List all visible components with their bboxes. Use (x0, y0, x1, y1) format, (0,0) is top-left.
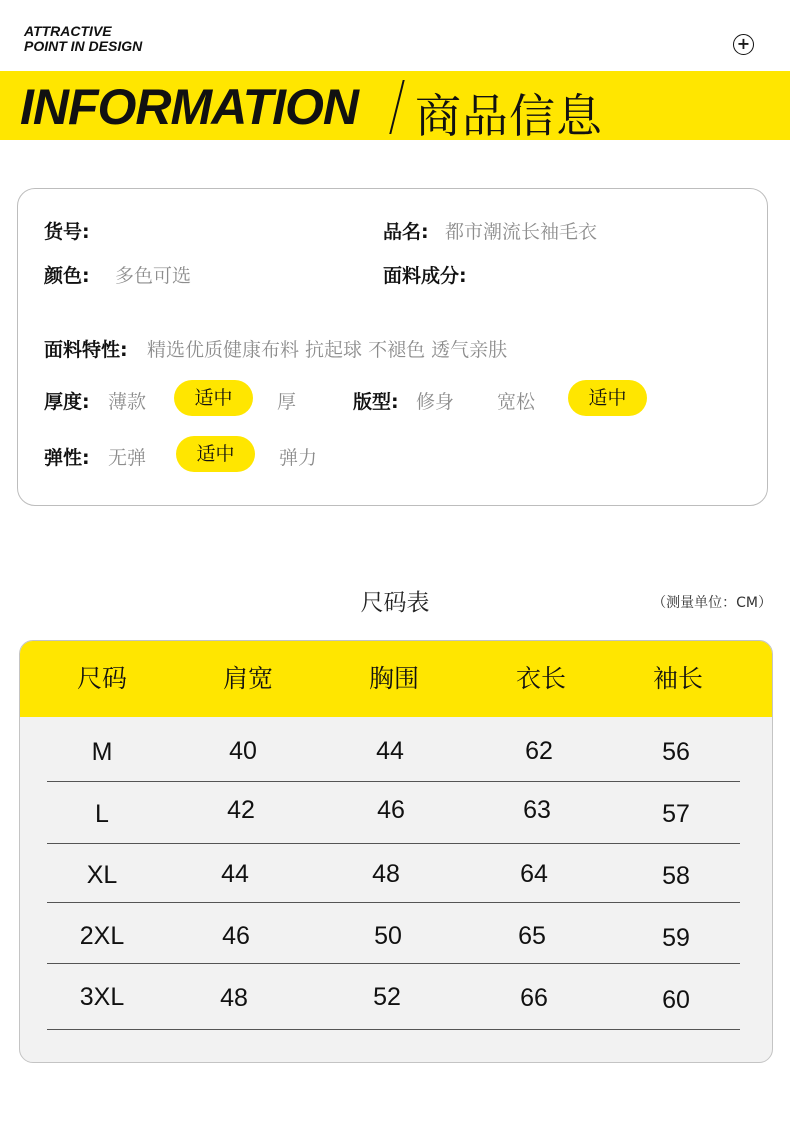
table-cell-chest: 46 (377, 796, 405, 824)
table-cell-size: 3XL (79, 983, 125, 1011)
thickness-label: 厚度: (44, 391, 90, 413)
table-cell-length: 64 (520, 860, 548, 888)
header-shoulder: 肩宽 (222, 664, 273, 693)
unit-note: （测量单位：CM） (652, 595, 772, 611)
table-cell-sleeve: 56 (662, 738, 690, 766)
banner-title-cn: 商品信息 (415, 89, 603, 143)
header-size: 尺码 (76, 664, 127, 693)
table-cell-chest: 52 (373, 983, 401, 1011)
color-value: 多色可选 (115, 265, 192, 287)
table-cell-length: 65 (518, 922, 546, 950)
thickness-option-medium-selected: 适中 (174, 380, 253, 416)
fabric-feature-value: 精选优质健康布料 抗起球 不褪色 透气亲肤 (147, 339, 508, 361)
item-no-label: 货号: (44, 221, 90, 243)
row-divider (47, 843, 740, 844)
table-cell-shoulder: 44 (221, 860, 249, 888)
size-chart-title: 尺码表 (360, 590, 430, 616)
table-cell-sleeve: 59 (662, 924, 690, 952)
row-divider (47, 1029, 740, 1030)
table-cell-shoulder: 40 (229, 737, 257, 765)
size-chart-table (19, 640, 773, 1063)
row-divider (47, 781, 740, 782)
table-cell-length: 63 (523, 796, 551, 824)
table-cell-chest: 50 (374, 922, 402, 950)
table-cell-size: XL (86, 861, 118, 889)
color-label: 颜色: (44, 265, 90, 287)
table-cell-chest: 48 (372, 860, 400, 888)
header-chest: 胸围 (368, 664, 419, 693)
product-name-label: 品名: (383, 221, 429, 243)
size-chart-header (20, 641, 773, 717)
thickness-option-thick: 厚 (277, 391, 297, 413)
header-length: 衣长 (515, 664, 566, 693)
table-cell-size: M (91, 738, 113, 766)
elasticity-option-none: 无弹 (108, 447, 147, 469)
fabric-feature-label: 面料特性: (44, 339, 128, 361)
elasticity-option-medium-selected: 适中 (176, 436, 255, 472)
table-cell-shoulder: 48 (220, 984, 248, 1012)
table-cell-length: 62 (525, 737, 553, 765)
row-divider (47, 902, 740, 903)
banner-title-en: INFORMATION (20, 79, 359, 135)
fabric-composition-label: 面料成分: (383, 265, 467, 287)
table-cell-length: 66 (520, 984, 548, 1012)
table-cell-sleeve: 58 (662, 862, 690, 890)
tagline (24, 24, 142, 54)
fit-option-loose: 宽松 (497, 391, 536, 413)
table-cell-shoulder: 42 (227, 796, 255, 824)
tagline-line-2: POINT IN DESIGN (24, 38, 143, 54)
fit-option-slim: 修身 (416, 391, 455, 413)
product-info-card (17, 188, 768, 506)
elasticity-option-stretch: 弹力 (279, 447, 318, 469)
table-cell-shoulder: 46 (222, 922, 250, 950)
row-divider (47, 963, 740, 964)
header-sleeve: 袖长 (652, 664, 703, 693)
table-cell-sleeve: 57 (662, 800, 690, 828)
plus-circle-icon[interactable]: + (733, 34, 754, 55)
product-name-value: 都市潮流长袖毛衣 (445, 221, 598, 243)
fit-label: 版型: (353, 391, 399, 413)
tagline-line-1: ATTRACTIVE (24, 23, 112, 39)
elasticity-label: 弹性: (44, 447, 90, 469)
table-cell-chest: 44 (376, 737, 404, 765)
table-cell-sleeve: 60 (662, 986, 690, 1014)
table-cell-size: L (95, 800, 109, 828)
fit-option-medium-selected: 适中 (568, 380, 647, 416)
table-cell-size: 2XL (79, 922, 125, 950)
thickness-option-thin: 薄款 (108, 391, 147, 413)
